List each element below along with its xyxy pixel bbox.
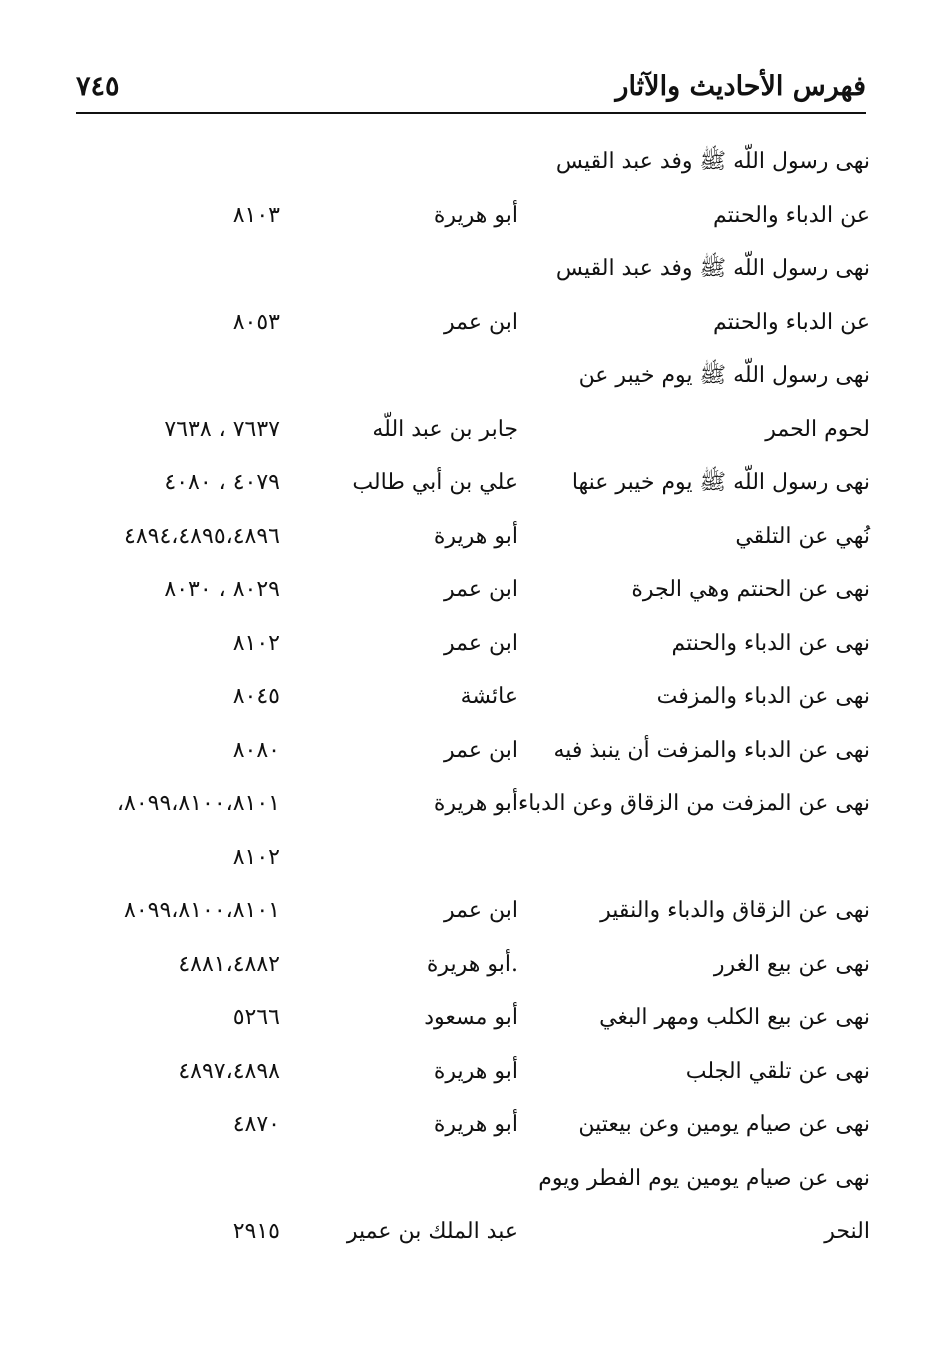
index-row [60,403,870,457]
hadith-numbers: ٤٨٨١،٤٨٨٢ [178,951,280,977]
hadith-text: نهى عن الحنتم وهي الجرة [631,577,870,602]
narrator-name: علي بن أبي طالب [352,470,518,495]
hadith-text: لحوم الحمر [765,416,870,442]
hadith-numbers: ٨٠٩٩،٨١٠٠،٨١٠١ [124,898,280,923]
index-row [60,1045,870,1099]
narrator-name: عبد الملك بن عمير [346,1219,518,1244]
narrator-name: أبو هريرة [433,791,518,816]
hadith-index-list [60,135,870,1259]
page-title: فهرس الأحاديث والآثار [615,70,866,102]
hadith-numbers: ٢٩١٥ [232,1219,280,1244]
hadith-text: نهى رسول اللّه ﷺ وفد عبد القيس [555,149,870,174]
narrator-name: أبو هريرة [433,523,518,549]
narrator-name: .أبو هريرة [426,951,518,977]
index-row [60,135,870,189]
index-row [60,777,870,831]
hadith-numbers: ٧٦٣٧ ، ٧٦٣٨ [164,416,280,442]
hadith-numbers: ٨١٠٢ [232,844,280,870]
index-row [60,1098,870,1152]
hadith-numbers: ٤٠٧٩ ، ٤٠٨٠ [164,470,280,495]
index-row [60,1152,870,1206]
hadith-text: نُهي عن التلقي [735,523,870,549]
narrator-name: ابن عمر [444,630,518,656]
narrator-name: أبو هريرة [433,1112,518,1137]
hadith-numbers: ٨٠٤٥ [232,684,280,709]
narrator-name: ابن عمر [444,309,518,335]
index-row [60,242,870,296]
hadith-text: نهى رسول اللّه ﷺ يوم خيبر عن [578,363,870,388]
hadith-numbers: ٨١٠٣ [232,202,280,228]
hadith-numbers: ٤٨٩٤،٤٨٩٥،٤٨٩٦ [124,523,280,549]
narrator-name: أبو مسعود [424,1005,518,1030]
index-row [60,724,870,778]
hadith-text: نهى عن الدباء والحنتم [671,630,870,656]
narrator-name: جابر بن عبد اللّه [372,416,518,442]
hadith-numbers: ٨١٠٢ [232,630,280,656]
index-row [60,510,870,564]
index-row [60,349,870,403]
index-row [60,991,870,1045]
hadith-numbers: ٨٠٨٠ [232,737,280,763]
hadith-text: نهى عن صيام يومين يوم الفطر ويوم [538,1165,870,1191]
page-number: ٧٤٥ [76,70,120,102]
hadith-numbers: ٨٠٩٩،٨١٠٠،٨١٠١، [116,791,280,816]
index-row [60,189,870,243]
hadith-text: نهى رسول اللّه ﷺ وفد عبد القيس [555,256,870,281]
narrator-name: أبو هريرة [433,202,518,228]
index-row [60,456,870,510]
hadith-text: عن الدباء والحنتم [713,202,870,228]
hadith-text: نهى عن الدباء والمزفت [656,684,870,709]
index-row [60,670,870,724]
narrator-name: عائشة [460,684,518,709]
hadith-text: نهى عن بيع الكلب ومهر البغي [599,1005,870,1030]
narrator-name: ابن عمر [444,737,518,763]
index-row [60,831,870,885]
hadith-numbers: ٨٠٢٩ ، ٨٠٣٠ [164,577,280,602]
hadith-text: النحر [824,1219,870,1244]
hadith-text: نهى عن الزقاق والدباء والنقير [600,898,870,923]
narrator-name: أبو هريرة [433,1058,518,1084]
hadith-text: نهى رسول اللّه ﷺ يوم خيبر عنها [571,470,870,495]
page-header [76,60,866,114]
narrator-name: ابن عمر [444,898,518,923]
index-row [60,617,870,671]
hadith-text: نهى عن صيام يومين وعن بيعتين [578,1112,870,1137]
hadith-text: نهى عن المزفت من الزقاق وعن الدباء [517,791,870,816]
hadith-text: نهى عن الدباء والمزفت أن ينبذ فيه [553,737,870,763]
index-row [60,884,870,938]
hadith-numbers: ٤٨٩٧،٤٨٩٨ [178,1058,280,1084]
narrator-name: ابن عمر [444,577,518,602]
hadith-text: نهى عن بيع الغرر [713,951,870,977]
index-row [60,938,870,992]
index-row [60,1205,870,1259]
hadith-text: نهى عن تلقي الجلب [685,1058,870,1084]
hadith-numbers: ٥٢٦٦ [232,1005,280,1030]
index-row [60,563,870,617]
index-row [60,296,870,350]
hadith-numbers: ٤٨٧٠ [232,1112,280,1137]
hadith-text: عن الدباء والحنتم [713,309,870,335]
hadith-numbers: ٨٠٥٣ [232,309,280,335]
